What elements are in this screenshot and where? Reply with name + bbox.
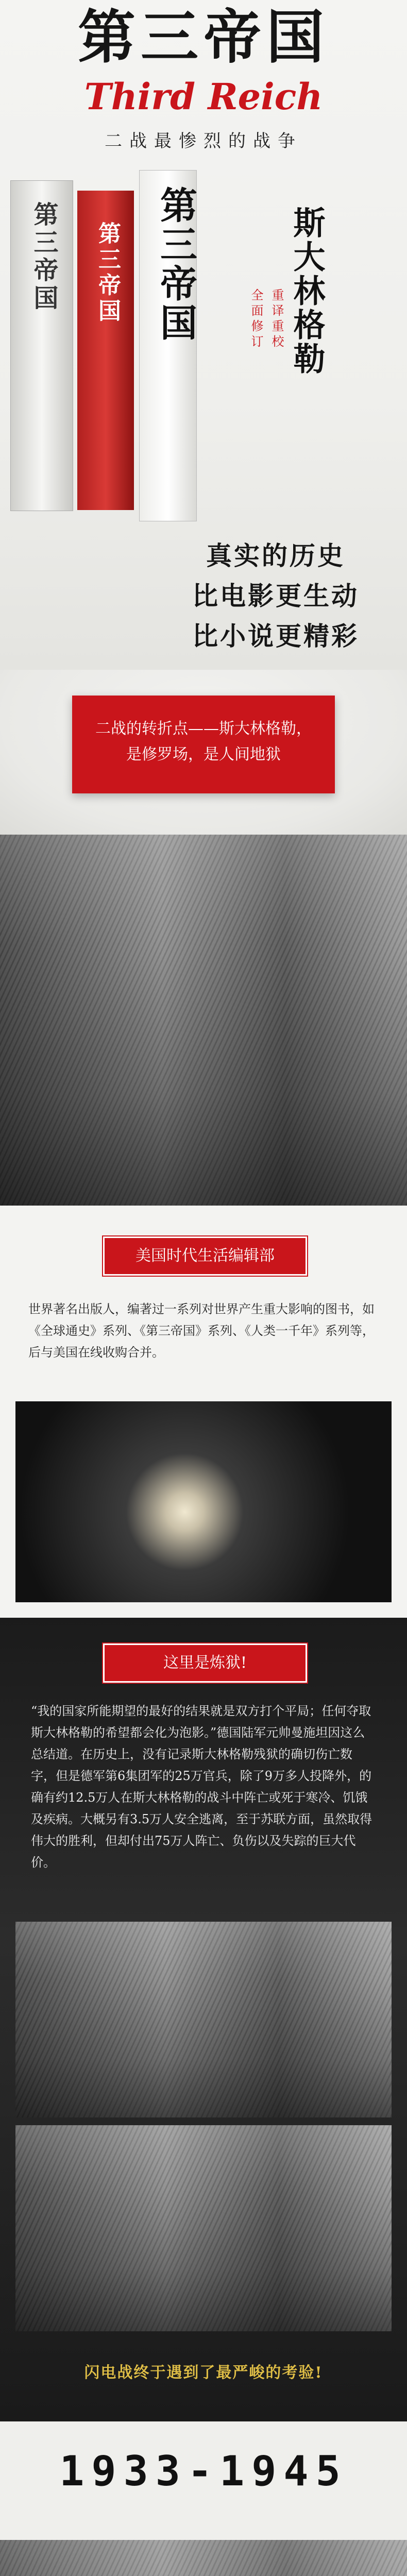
turning-point-line-2: 是修罗场，是人间地狱: [126, 745, 281, 764]
battle-caption: 闪电战终于遇到了最严峻的考验!: [84, 2364, 323, 2382]
book-stack-image: [10, 170, 196, 531]
editorial-badge: 美国时代生活编辑部: [103, 1236, 307, 1276]
battle-collage-top: [15, 1922, 392, 2117]
editorial-description: 世界著名出版人，编著过一系列对世界产生重大影响的图书，如《全球通史》系列、《第三帝国》系列、《人类一千年》系列等，后与美国在线收购合并。: [28, 1302, 375, 1360]
book-spine-title: 第三帝国: [29, 201, 58, 313]
edition-note-1: 全面修订: [249, 289, 263, 350]
editorial-section: [0, 1206, 407, 1618]
hero-section: [0, 0, 407, 670]
turning-point-banner: [0, 670, 407, 835]
hero-title-english: Third Reich: [84, 75, 323, 118]
book-cover-white: [139, 170, 197, 521]
battle-section: [0, 1618, 407, 2421]
slogan-line: 比电影更生动: [192, 581, 359, 611]
hero-title: 第三帝国: [78, 4, 329, 71]
hero-tagline: 二战最惨烈的战争: [105, 131, 302, 151]
battle-quote: “我的国家所能期望的最好的结果就是双方打个平局；任何夺取斯大林格勒的希望都会化为泡影。”德国陆军元帅曼施坦因这么总结道。在历史上，没有记录斯大林格勒残狱的确切伤亡数字，但是德军第6集团军的25万官兵，除了9万多人投降外，的确有约12.5万人在斯大林格勒的战斗中阵亡或死于寒冷、饥饿及疾病。大概另有3.5万人安全逃离，至于苏联方面，虽然取得伟大的胜利，但却付出75万人阵亡、负伤以及失踪的巨大代价。: [31, 1704, 372, 1870]
book-spine-red: [77, 191, 134, 510]
battle-photo-1: [0, 835, 407, 1206]
slogan-line: 比小说更精彩: [192, 621, 359, 651]
fire-photo: [15, 1401, 392, 1602]
book-spine-grey: [10, 180, 73, 511]
year-range: 1933-1945: [59, 2447, 348, 2495]
battle-collage-bottom: [15, 2125, 392, 2331]
book-cover-title: 第三帝国: [154, 186, 198, 343]
years-strip: [0, 2421, 407, 2540]
book-spine-title: 第三帝国: [94, 222, 121, 325]
slogan-line: 真实的历史: [206, 540, 345, 571]
hero-slogans: [155, 536, 397, 656]
turning-point-box: [72, 696, 335, 793]
battle-photo-2: [0, 2540, 407, 2576]
hero-subtitle-vertical: 斯大林格勒: [288, 206, 326, 376]
edition-note-2: 重译重校: [269, 289, 284, 350]
turning-point-line-1: 二战的转折点——斯大林格勒，: [95, 720, 312, 738]
battle-badge: 这里是炼狱!: [103, 1643, 307, 1683]
